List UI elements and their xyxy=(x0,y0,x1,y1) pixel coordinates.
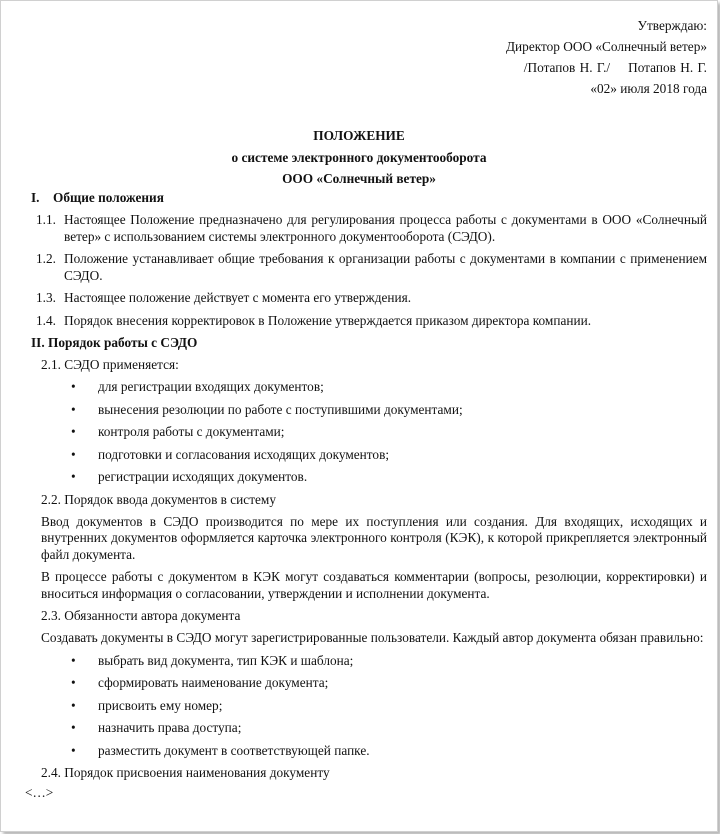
list-item xyxy=(36,310,707,333)
item-text: Порядок внесения корректировок в Положение утверждается приказом директора компании. xyxy=(64,312,592,328)
subsection-2-4: 2.4. Порядок присвоения наименования документу xyxy=(41,765,330,780)
bullet-item xyxy=(71,672,717,695)
bullet-text: подготовки и согласования исходящих документов; xyxy=(98,446,390,462)
bullet-icon: • xyxy=(71,446,76,462)
item-number: 1.4. xyxy=(36,312,56,328)
document-body xyxy=(1,187,717,802)
bullet-item xyxy=(71,650,717,673)
bullet-text: контроля работы с документами; xyxy=(98,424,285,439)
item-number: 1.1. xyxy=(36,212,56,227)
item-number: 1.3. xyxy=(36,290,56,305)
signature-name-plain: Потапов Н. Г. xyxy=(628,60,707,75)
bullet-text: сформировать наименование документа; xyxy=(98,675,329,690)
signature-line xyxy=(506,57,707,78)
title-line-2: о системе электронного документооборота xyxy=(231,149,487,165)
list-item xyxy=(36,287,707,310)
title-line-1: ПОЛОЖЕНИЕ xyxy=(313,128,405,143)
section-number: II. xyxy=(31,335,45,350)
section-heading-2 xyxy=(31,332,717,354)
director-title: Директор ООО «Солнечный ветер» xyxy=(505,39,707,54)
section-number: I. xyxy=(31,190,40,205)
ellipsis: <…> xyxy=(25,785,54,800)
bullet-item xyxy=(71,399,717,422)
bullet-icon: • xyxy=(71,697,76,713)
bullet-icon: • xyxy=(71,469,76,484)
bullet-item xyxy=(71,717,717,740)
approval-line: Утверждаю: xyxy=(637,18,707,33)
list-item xyxy=(36,248,707,287)
bullet-item xyxy=(71,376,717,399)
approval-date: «02» июля 2018 года xyxy=(590,81,707,96)
approval-block xyxy=(506,15,707,99)
title-line-3: ООО «Солнечный ветер» xyxy=(282,171,436,186)
bullet-item xyxy=(71,444,717,467)
item-number: 1.2. xyxy=(36,251,56,266)
bullet-text: для регистрации входящих документов; xyxy=(98,379,324,394)
paragraph: Ввод документов в СЭДО производится по мере их поступления или создания. Для входящих, исходящих и внутренних документов оформляется карточка электронного контроля (КЭК), к которой прикрепляется электронный файл документа. xyxy=(41,513,707,562)
bullet-icon: • xyxy=(71,675,76,690)
paragraph: Создавать документы в СЭДО могут зарегистрированные пользователи. Каждый автор документа обязан правильно: xyxy=(41,630,704,645)
section-heading-1 xyxy=(31,187,717,209)
bullet-icon: • xyxy=(71,401,76,417)
section-title: Порядок работы с СЭДО xyxy=(48,335,198,350)
subsection-2-3: 2.3. Обязанности автора документа xyxy=(41,608,241,623)
bullet-text: регистрации исходящих документов. xyxy=(98,469,308,484)
bullet-icon: • xyxy=(71,424,76,439)
document-title xyxy=(1,125,717,190)
subsection-2-1: 2.1. СЭДО применяется: xyxy=(41,357,179,372)
list-item xyxy=(36,209,707,248)
bullet-item xyxy=(71,695,717,718)
bullet-item xyxy=(71,421,717,444)
bullet-icon: • xyxy=(71,379,76,394)
bullet-text: выбрать вид документа, тип КЭК и шаблона; xyxy=(98,652,354,668)
item-text: Положение устанавливает общие требования к организации работы с документами в компании с применением СЭДО. xyxy=(64,251,707,283)
bullet-text: вынесения резолюции по работе с поступившими документами; xyxy=(98,401,463,417)
section-title: Общие положения xyxy=(53,190,164,205)
item-text: Настоящее положение действует с момента его утверждения. xyxy=(64,290,412,305)
subsection-2-2: 2.2. Порядок ввода документов в систему xyxy=(41,491,276,507)
signature-name: /Потапов Н. Г./ xyxy=(523,60,611,75)
bullet-icon: • xyxy=(71,720,76,735)
bullet-item xyxy=(71,466,717,489)
item-text: Настоящее Положение предназначено для регулирования процесса работы с документами в ООО «Солнечный ветер» с использованием системы электронного документооборота (СЭДО). xyxy=(64,212,707,244)
bullet-item xyxy=(71,740,717,763)
bullet-icon: • xyxy=(71,652,76,668)
bullet-icon: • xyxy=(71,742,76,758)
bullet-text: присвоить ему номер; xyxy=(98,697,223,713)
paragraph: В процессе работы с документом в КЭК могут создаваться комментарии (вопросы, резолюции, корректировки) и вноситься информация о согласовании, утверждении и исполнении документа. xyxy=(41,569,707,601)
bullet-text: разместить документ в соответствующей папке. xyxy=(98,742,370,758)
bullet-text: назначить права доступа; xyxy=(98,720,242,735)
